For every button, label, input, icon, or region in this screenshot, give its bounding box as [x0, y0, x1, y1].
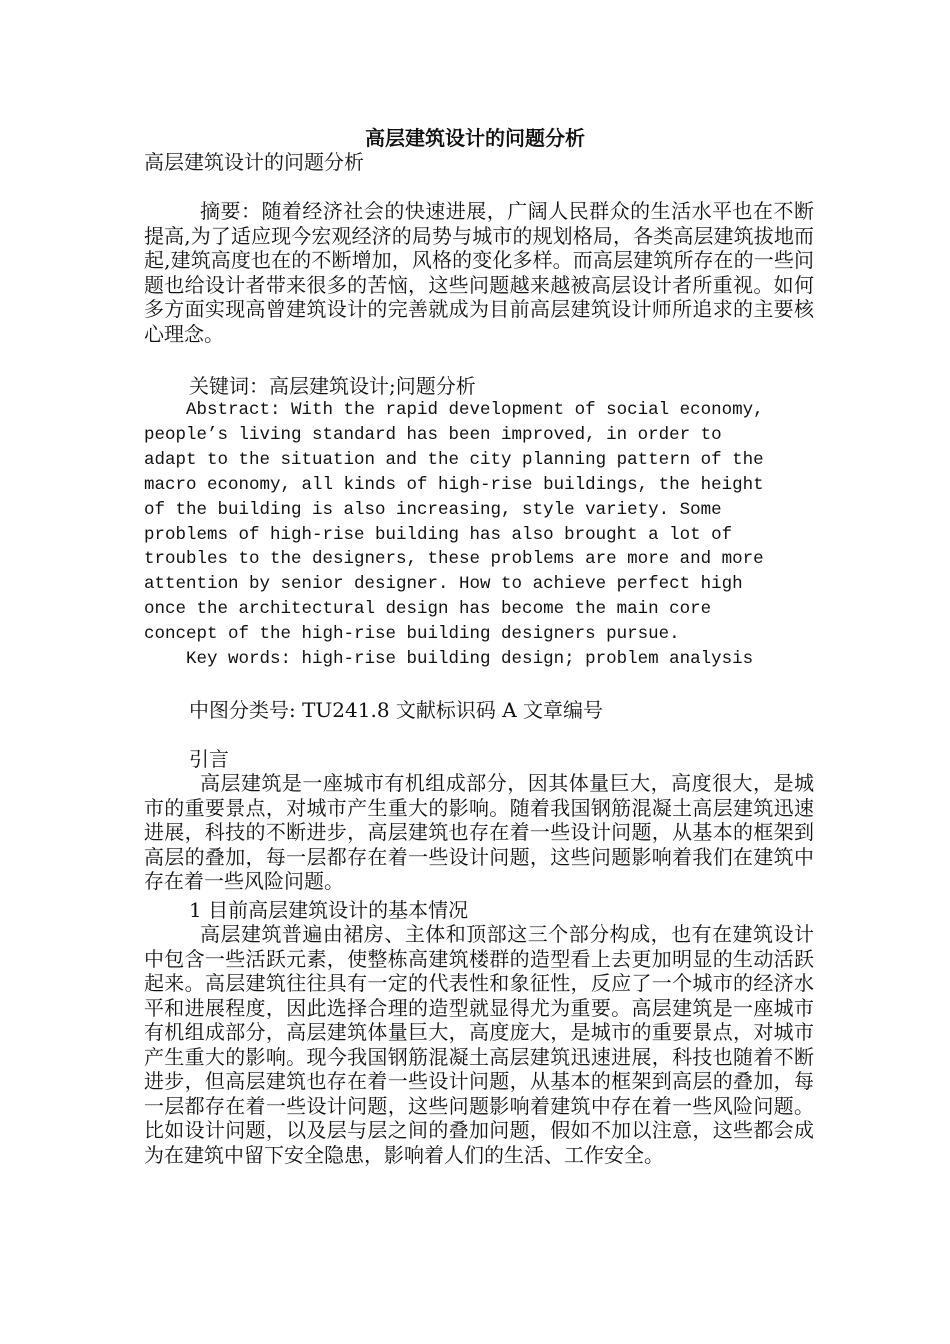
section-1-heading: 1 目前高层建筑设计的基本情况: [189, 898, 469, 922]
document-title: 高层建筑设计的问题分析: [365, 126, 585, 150]
document-subtitle: 高层建筑设计的问题分析: [144, 150, 364, 174]
intro-heading: 引言: [189, 747, 229, 771]
section-1-paragraph: 高层建筑普遍由裙房、主体和顶部这三个部分构成，也有在建筑设计中包含一些活跃元素，使整栋高建筑楼群的造型看上去更加明显的生动活跃起来。高层建筑往往具有一定的代表性和象征性，反应了一个城市的经济水平和进展程度，因此选择合理的造型就显得尤为重要。高层建筑是一座城市有机组成部分，高层建筑体量巨大，高度庞大，是城市的重要景点，对城市产生重大的影响。现今我国钢筋混凝土高层建筑迅速进展，科技也随着不断进步，但高层建筑也存在着一些设计问题，从基本的框架到高层的叠加，每一层都存在着一些设计问题，这些问题影响着建筑中存在着一些风险问题。比如设计问题，以及层与层之间的叠加问题，假如不加以注意，这些都会成为在建筑中留下安全隐患，影响着人们的生活、工作安全。: [144, 922, 814, 1167]
classification-line: 中图分类号: TU241.8 文献标识码 A 文章编号: [189, 698, 604, 722]
intro-paragraph: 高层建筑是一座城市有机组成部分，因其体量巨大，高度很大，是城市的重要景点，对城市产生重大的影响。随着我国钢筋混凝土高层建筑迅速进展，科技的不断进步，高层建筑也存在着一些设计问题，从基本的框架到高层的叠加，每一层都存在着一些设计问题，这些问题影响着我们在建筑中存在着一些风险问题。: [144, 771, 814, 893]
keywords-cn: 关键词：高层建筑设计;问题分析: [189, 374, 476, 398]
abstract-en: Abstract: With the rapid development of social economy, people’s living standard has been improved, in order to adapt to the situation and the city planning pattern of the macro economy, all kinds of high-rise buildings, the height of the building is also increasing, style variety. Some problems of high-rise building has also brought a lot of troubles to the designers, these problems are more and more attention by senior designer. How to achieve perfect high once the architectural design has become the main core concept of the high-rise building designers pursue. Key words: high-rise building design; problem analysis: [144, 400, 764, 670]
abstract-cn: 摘要：随着经济社会的快速进展，广阔人民群众的生活水平也在不断提高,为了适应现今宏观经济的局势与城市的规划格局，各类高层建筑拔地而起,建筑高度也在的不断增加，风格的变化多样。而高层建筑所存在的一些问题也给设计者带来很多的苦恼，这些问题越来越被高层设计者所重视。如何多方面实现高曾建筑设计的完善就成为目前高层建筑设计师所追求的主要核心理念。: [144, 199, 814, 346]
